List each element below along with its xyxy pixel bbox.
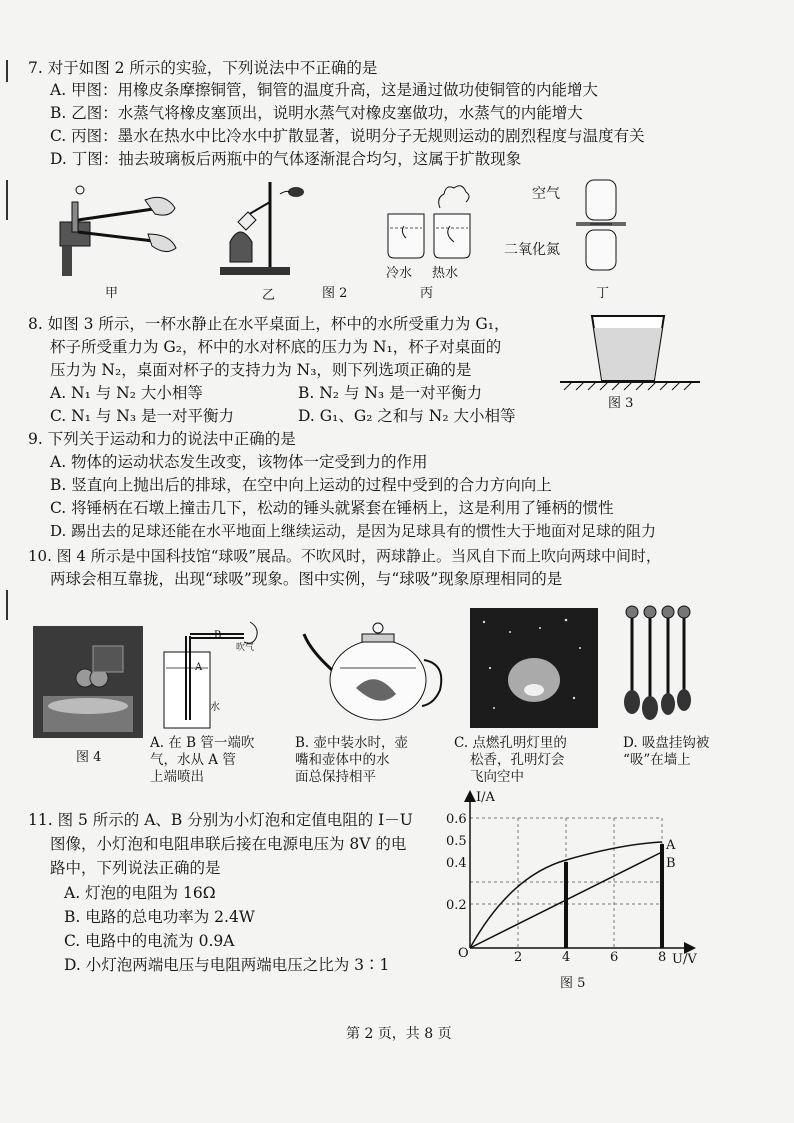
option-d-suction-hooks-illustration <box>620 604 696 726</box>
option-c-lantern-photo <box>470 608 598 728</box>
q10-stem-line-1: 10. 图 4 所示是中国科技馆“球吸”展品。不吹风时，两球静止。当风自下而上吹向两球中间时， <box>28 547 662 565</box>
graph-curve-a-label: A <box>666 838 676 853</box>
q10-option-b <box>295 735 408 786</box>
q9-stem: 9. 下列关于运动和力的说法中正确的是 <box>28 430 296 448</box>
figure-2-bing-caption: 丙 <box>420 286 434 301</box>
q10-option-b-line-1: B. 壶中装水时，壶 <box>295 735 409 751</box>
graph-y-tick-06: 0.6 <box>446 812 467 827</box>
figure-5-iu-graph <box>440 786 720 976</box>
q10-option-c <box>454 735 567 786</box>
graph-x-axis-label: U/V <box>672 952 697 967</box>
graph-y-tick-04: 0.4 <box>446 856 467 871</box>
margin-mark <box>6 590 8 620</box>
q10-stem-line-2: 两球会相互靠拢，出现“球吸”现象。图中实例，与“球吸”现象原理相同的是 <box>50 570 563 588</box>
q7-stem: 7. 对于如图 2 所示的实验，下列说法中不正确的是 <box>28 59 378 77</box>
graph-x-tick-4: 4 <box>562 950 571 965</box>
figure-2-ding-caption: 丁 <box>596 286 610 301</box>
q11-stem-line-3: 路中，下列说法正确的是 <box>50 859 221 877</box>
q10-option-c-line-1: C. 点燃孔明灯里的 <box>454 735 567 751</box>
graph-origin-label: O <box>458 946 469 961</box>
option-b-teapot-illustration <box>300 618 450 728</box>
q7-option-d: D. 丁图：抽去玻璃板后两瓶中的气体逐渐混合均匀，这属于扩散现象 <box>50 150 522 168</box>
q10-option-c-line-3: 飞向空中 <box>470 769 524 785</box>
margin-mark <box>6 60 8 82</box>
blow-label: 吹气 <box>236 643 255 653</box>
figure-5-label: 图 5 <box>560 976 586 991</box>
cold-water-label: 冷水 <box>386 266 413 281</box>
air-label: 空气 <box>532 186 560 202</box>
tube-a-label: A <box>195 662 203 673</box>
q8-option-d: D. G₁、G₂ 之和与 N₂ 大小相等 <box>298 407 516 425</box>
no2-label: 二氧化氮 <box>504 242 560 258</box>
q10-option-d-line-1: D. 吸盘挂钩被 <box>623 735 710 751</box>
figure-2-yi-caption: 乙 <box>262 288 276 303</box>
q9-option-a: A. 物体的运动状态发生改变，该物体一定受到力的作用 <box>50 453 428 471</box>
q8-stem-line-2: 杯子所受重力为 G₂，杯中的水对杯底的压力为 N₁，杯子对桌面的 <box>50 338 502 356</box>
figure-2-bing-illustration <box>380 178 480 264</box>
q9-option-c: C. 将锤柄在石墩上撞击几下，松动的锤头就紧套在锤柄上，这是利用了锤柄的惯性 <box>50 499 614 517</box>
figure-2-jia-illustration <box>50 172 180 282</box>
graph-y-axis-label: I/A <box>476 790 495 805</box>
q11-option-b: B. 电路的总电功率为 2.4W <box>64 908 255 926</box>
tube-b-label: B <box>214 630 222 641</box>
graph-y-tick-05: 0.5 <box>446 834 467 849</box>
q11-option-d: D. 小灯泡两端电压与电阻两端电压之比为 3∶1 <box>64 956 390 974</box>
q10-option-a <box>150 735 254 786</box>
q8-option-b: B. N₂ 与 N₃ 是一对平衡力 <box>298 384 483 402</box>
figure-4-photo <box>33 626 143 738</box>
figure-2-ding-illustration <box>572 176 642 280</box>
figure-2-yi-illustration <box>210 172 310 284</box>
q10-option-a-line-1: A. 在 B 管一端吹 <box>150 735 255 751</box>
q7-option-c: C. 丙图：墨水在热水中比冷水中扩散显著，说明分子无规则运动的剧烈程度与温度有关 <box>50 127 645 145</box>
q8-stem-line-3: 压力为 N₂，桌面对杯子的支持力为 N₃，则下列选项正确的是 <box>50 361 472 379</box>
q10-option-a-line-3: 上端喷出 <box>150 769 204 785</box>
q9-option-b: B. 竖直向上抛出后的排球，在空中向上运动的过程中受到的合力方向向上 <box>50 476 552 494</box>
hot-water-label: 热水 <box>432 266 459 281</box>
figure-2-jia-caption: 甲 <box>105 286 119 301</box>
q10-option-a-line-2: 气，水从 A 管 <box>150 752 236 768</box>
q8-option-a: A. N₁ 与 N₂ 大小相等 <box>50 384 203 402</box>
q10-option-d-line-2: “吸”在墙上 <box>623 752 691 768</box>
figure-4-label: 图 4 <box>76 750 102 765</box>
q7-option-b: B. 乙图：水蒸气将橡皮塞顶出，说明水蒸气对橡皮塞做功，水蒸气的内能增大 <box>50 104 583 122</box>
graph-y-tick-02: 0.2 <box>446 898 467 913</box>
graph-line-b-label: B <box>666 856 676 871</box>
page-footer: 第 2 页，共 8 页 <box>346 1026 452 1042</box>
q8-option-c: C. N₁ 与 N₃ 是一对平衡力 <box>50 407 234 425</box>
q11-option-a: A. 灯泡的电阻为 16Ω <box>64 884 216 902</box>
q9-option-d: D. 踢出去的足球还能在水平地面上继续运动，是因为足球具有的惯性大于地面对足球的阻力 <box>50 522 657 540</box>
figure-3-label: 图 3 <box>608 396 634 411</box>
graph-x-tick-8: 8 <box>658 950 667 965</box>
figure-2-label: 图 2 <box>322 286 348 301</box>
q11-option-c: C. 电路中的电流为 0.9A <box>64 932 235 950</box>
q8-stem-line-1: 8. 如图 3 所示，一杯水静止在水平桌面上，杯中的水所受重力为 G₁， <box>28 315 510 333</box>
q10-option-c-line-2: 松香，孔明灯会 <box>470 752 565 768</box>
graph-x-tick-2: 2 <box>514 950 523 965</box>
margin-mark <box>6 180 8 220</box>
q10-option-b-line-2: 嘴和壶体中的水 <box>295 752 390 768</box>
q11-stem-line-1: 11. 图 5 所示的 A、B 分别为小灯泡和定值电阻的 I－U <box>28 811 413 829</box>
graph-x-tick-6: 6 <box>610 950 619 965</box>
figure-3-cup-on-table <box>560 312 700 392</box>
q10-option-d <box>623 735 709 769</box>
q11-stem-line-2: 图像，小灯泡和电阻串联后接在电源电压为 8V 的电 <box>50 835 407 853</box>
water-label: 水 <box>210 702 220 713</box>
q10-option-b-line-3: 面总保持相平 <box>295 769 376 785</box>
q7-option-a: A. 甲图：用橡皮条摩擦铜管，铜管的温度升高，这是通过做功使铜管的内能增大 <box>50 81 599 99</box>
